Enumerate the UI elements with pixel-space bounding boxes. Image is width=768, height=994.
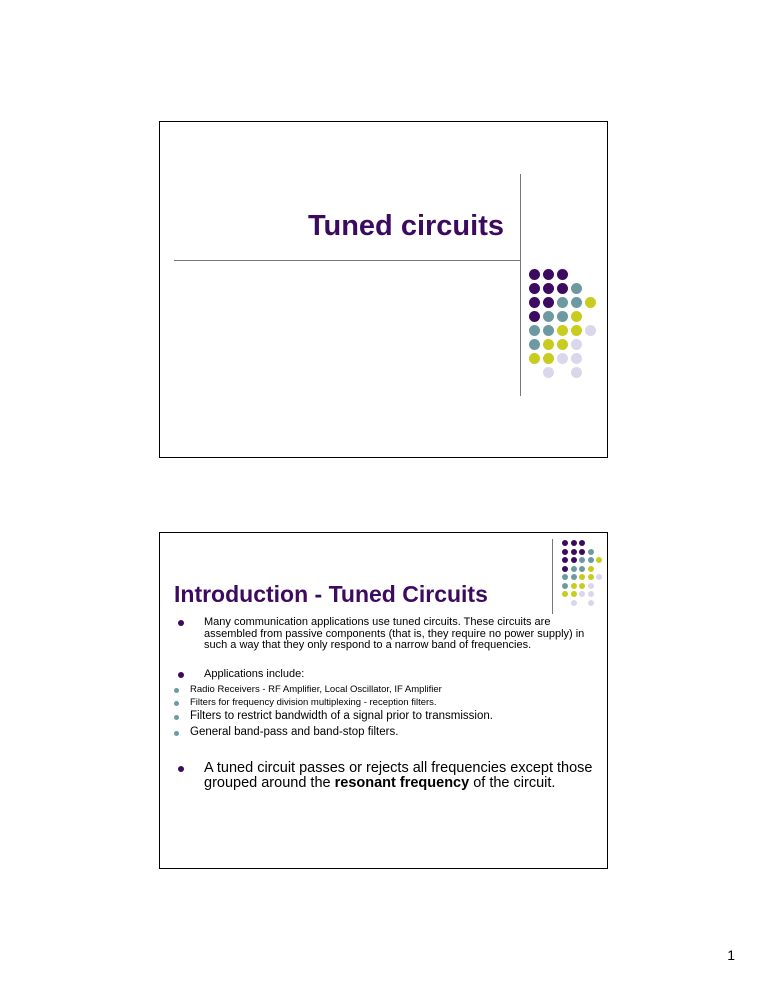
dot <box>562 557 568 563</box>
dot <box>543 297 554 308</box>
dot <box>596 574 602 580</box>
dot <box>543 269 554 280</box>
dot <box>579 566 585 572</box>
bullet-text: of the circuit. <box>469 775 556 792</box>
dot <box>557 325 568 336</box>
dot <box>529 311 540 322</box>
dot <box>579 574 585 580</box>
sub-bullet-item: Filters to restrict bandwidth of a signal prior to transmission. <box>174 710 604 724</box>
bullet-text: A tuned circuit passes or rejects all frequencies except those grouped around the <box>204 760 593 792</box>
dot <box>562 591 568 597</box>
dot <box>543 339 554 350</box>
dot <box>543 353 554 364</box>
dot <box>588 549 594 555</box>
dot <box>585 325 596 336</box>
dot <box>579 591 585 597</box>
dot <box>529 283 540 294</box>
slide-2 <box>159 532 608 869</box>
dot <box>571 540 577 546</box>
dot <box>543 311 554 322</box>
bullet-item: Applications include: <box>174 669 604 681</box>
sub-bullet-item: Radio Receivers - RF Amplifier, Local Oscillator, IF Amplifier <box>174 684 604 695</box>
dot <box>571 583 577 589</box>
dot <box>579 549 585 555</box>
dot <box>579 557 585 563</box>
dot <box>571 367 582 378</box>
sub-bullet-item: Filters for frequency division multiplexing - reception filters. <box>174 697 604 708</box>
bullet-item <box>174 761 604 792</box>
dot <box>562 574 568 580</box>
dot <box>557 269 568 280</box>
bullet-list <box>174 617 604 792</box>
dot <box>543 325 554 336</box>
dot <box>588 591 594 597</box>
dot <box>571 557 577 563</box>
dot <box>571 339 582 350</box>
slide-title: Tuned circuits <box>307 210 504 242</box>
dot <box>557 297 568 308</box>
dot <box>562 566 568 572</box>
bold-term: resonant frequency <box>334 775 470 792</box>
dot <box>585 297 596 308</box>
dot <box>562 583 568 589</box>
dot <box>596 557 602 563</box>
dot <box>571 353 582 364</box>
dot <box>571 574 577 580</box>
dot <box>588 600 594 606</box>
dot <box>562 540 568 546</box>
dot <box>529 353 540 364</box>
dot <box>557 283 568 294</box>
dot <box>557 353 568 364</box>
divider-vertical <box>552 539 553 614</box>
dot <box>579 583 585 589</box>
dot <box>588 566 594 572</box>
bullet-item: Many communication applications use tuned circuits. These circuits are assembled from passive components (that is, they require no power supply) in such a way that they only respond to a narrow band of frequencies. <box>174 617 604 652</box>
dot <box>557 339 568 350</box>
dot <box>529 297 540 308</box>
sub-bullet-item: General band-pass and band-stop filters. <box>174 726 604 740</box>
dot <box>588 583 594 589</box>
dot <box>579 540 585 546</box>
dot <box>529 339 540 350</box>
dot <box>588 574 594 580</box>
dot <box>588 557 594 563</box>
dot <box>557 311 568 322</box>
dot <box>571 549 577 555</box>
divider-horizontal <box>174 260 520 261</box>
dot <box>543 283 554 294</box>
dot <box>571 591 577 597</box>
dot <box>571 297 582 308</box>
dot <box>543 367 554 378</box>
sub-bullet-list <box>174 684 604 740</box>
dot <box>571 600 577 606</box>
dot <box>571 325 582 336</box>
divider-vertical <box>520 174 521 396</box>
slide-1 <box>159 121 608 458</box>
page-number: 1 <box>727 947 735 963</box>
dot <box>529 325 540 336</box>
dot <box>529 269 540 280</box>
dot <box>562 549 568 555</box>
dot <box>571 566 577 572</box>
slide-title: Introduction - Tuned Circuits <box>174 581 488 607</box>
dot <box>571 283 582 294</box>
dot <box>571 311 582 322</box>
